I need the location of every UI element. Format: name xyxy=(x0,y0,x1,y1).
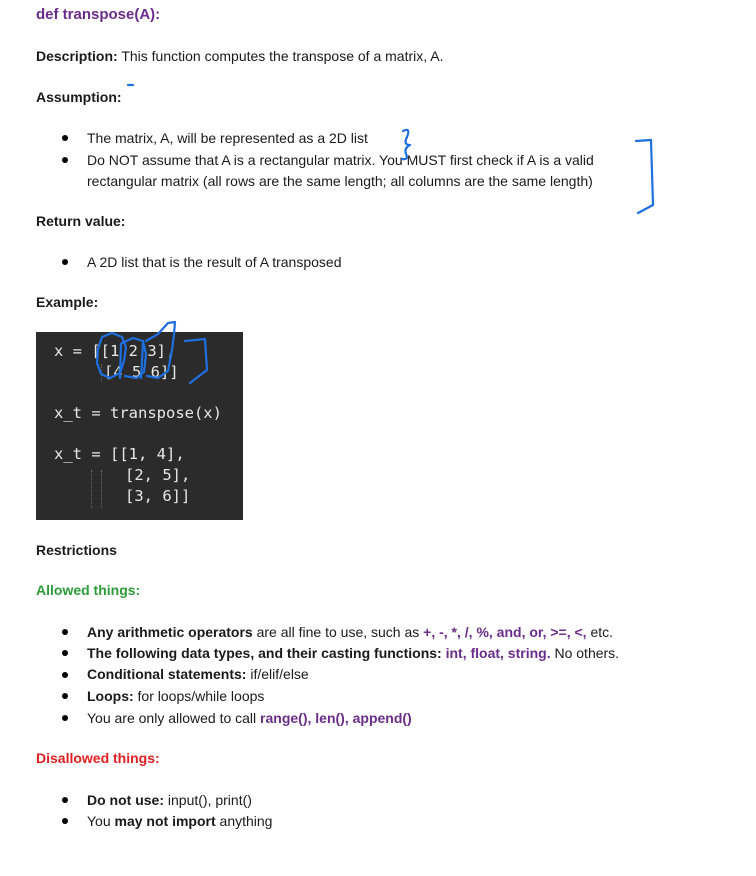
assumption-item-2: Do NOT assume that A is a rectangular matrix. You MUST first check if A is a valid xyxy=(87,152,594,168)
allowed-item-highlight: +, -, *, /, %, and, or, >=, <, xyxy=(423,624,587,640)
description-label: Description: xyxy=(36,48,118,64)
return-value-label: Return value: xyxy=(36,213,126,229)
allowed-item-highlight: range(), len(), append() xyxy=(260,710,412,726)
allowed-item-bold: Conditional statements: xyxy=(87,666,247,682)
code-line-x-row1: x = [[1 2 3], xyxy=(54,342,176,360)
description-text: This function computes the transpose of a matrix, A. xyxy=(117,48,444,64)
code-line-result-row2: [2, 5], xyxy=(125,466,191,484)
function-signature: def transpose(A): xyxy=(36,6,161,23)
annotation-column-divider xyxy=(120,344,121,378)
disallowed-item-bold: Do not use: xyxy=(87,792,164,808)
allowed-item-text: No others. xyxy=(550,645,620,661)
annotation-bracket-assumption-2 xyxy=(636,140,653,213)
code-line-result-row3: [3, 6]] xyxy=(125,487,191,505)
return-value-item: A 2D list that is the result of A transposed xyxy=(87,254,342,270)
allowed-item-bold: Any arithmetic operators xyxy=(87,624,253,640)
allowed-item-highlight: int, float, string. xyxy=(441,645,551,661)
allowed-item-bold: Loops: xyxy=(87,688,134,704)
code-line-result-row1: x_t = [[1, 4], xyxy=(54,445,185,463)
disallowed-item-text: input(), print() xyxy=(164,792,252,808)
example-label: Example: xyxy=(36,294,99,310)
allowed-item-text: etc. xyxy=(586,624,614,640)
allowed-item-bold: The following data types, and their casting functions: xyxy=(87,645,442,661)
disallowed-item-text: You xyxy=(87,813,115,829)
assumption-label: Assumption: xyxy=(36,89,122,105)
allowed-item-text: You are only allowed to call xyxy=(87,710,261,726)
disallowed-item-bold: may not import xyxy=(114,813,216,829)
annotation-bracket-matrix xyxy=(185,339,207,383)
allowed-item-text: are all fine to use, such as xyxy=(252,624,424,640)
assumption-item-1: The matrix, A, will be represented as a 2D list xyxy=(87,130,368,146)
allowed-item-text: for loops/while loops xyxy=(133,688,265,704)
code-line-x-row2: [4 5 6]] xyxy=(104,363,179,381)
allowed-item-text: if/elif/else xyxy=(246,666,309,682)
allowed-label: Allowed things: xyxy=(36,582,141,598)
assumption-item-2-continued: rectangular matrix (all rows are the same length; all columns are the same length) xyxy=(87,173,593,189)
disallowed-item-text: anything xyxy=(215,813,273,829)
code-line-call: x_t = transpose(x) xyxy=(54,404,222,422)
disallowed-label: Disallowed things: xyxy=(36,750,160,766)
restrictions-label: Restrictions xyxy=(36,542,117,558)
annotation-brace-assumption-1 xyxy=(402,130,410,159)
annotation-grid-outline xyxy=(146,322,175,378)
